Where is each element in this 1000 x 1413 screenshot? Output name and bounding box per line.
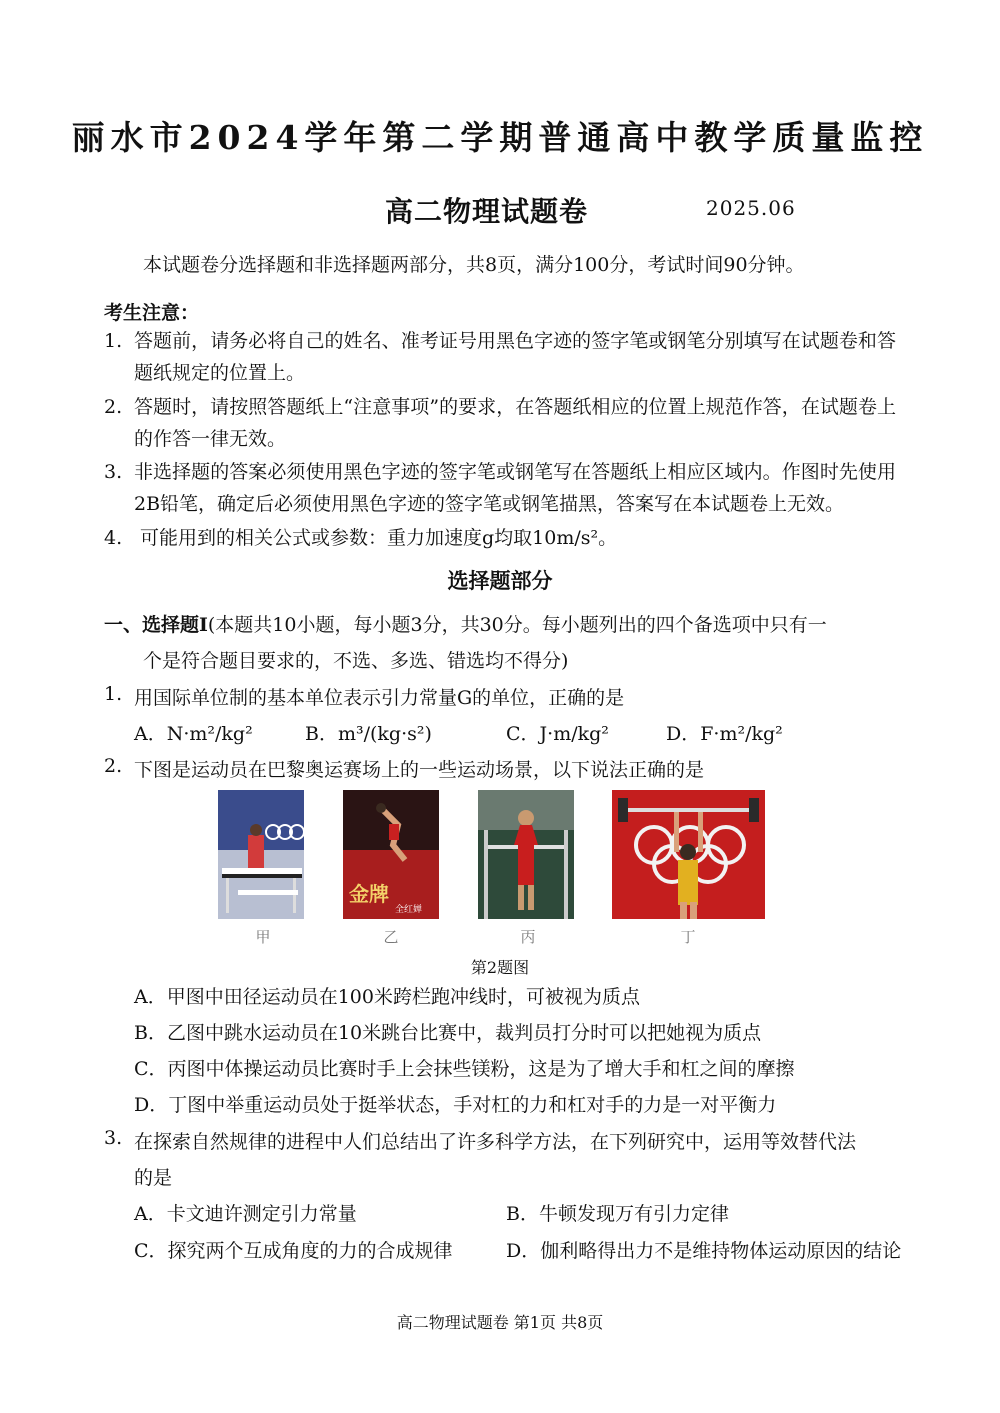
notice-number: 2.	[104, 396, 123, 418]
notice-item: 非选择题的答案必须使用黑色字迹的签字笔或钢笔写在答题纸上相应区域内。作图时先使用2B铅笔，确定后必须使用黑色字迹的签字笔或钢笔描黑，答案写在本试题卷上无效。	[134, 461, 896, 515]
answer-option: A．卡文迪许测定引力常量	[134, 1203, 357, 1225]
notice-heading: 考生注意：	[104, 302, 200, 324]
photo-label: 丙	[520, 928, 536, 946]
diving-photo	[343, 790, 439, 919]
answer-option: C．丙图中体操运动员比赛时手上会抹些镁粉，这是为了增大手和杠之间的摩擦	[134, 1058, 795, 1080]
hurdles-photo	[218, 790, 304, 919]
notice-number: 4.	[104, 527, 123, 549]
section-title: 选择题部分	[447, 568, 553, 593]
notice-item: 可能用到的相关公式或参数：重力加速度g均取10m/s²。	[140, 527, 618, 549]
question-stem-cont: 的是	[134, 1167, 173, 1189]
part1-heading	[104, 610, 827, 637]
part1-description-cont: 个是符合题目要求的，不选、多选、错选均不得分)	[143, 650, 569, 672]
subtitle-row	[0, 190, 1000, 230]
exam-intro: 本试题卷分选择题和非选择题两部分，共8页，满分100分，考试时间90分钟。	[143, 254, 805, 276]
question-number: 3.	[104, 1127, 123, 1149]
question-stem: 在探索自然规律的进程中人们总结出了许多科学方法，在下列研究中，运用等效替代法	[134, 1131, 857, 1153]
answer-option: D．F·m²/kg²	[666, 723, 783, 745]
question-number: 2.	[104, 755, 123, 777]
exam-date: 2025.06	[706, 196, 796, 220]
part1-label: 一、选择题Ⅰ	[104, 614, 208, 636]
answer-option: B．乙图中跳水运动员在10米跳台比赛中，裁判员打分时可以把她视为质点	[134, 1022, 762, 1044]
gold-medal-text: 金牌	[349, 882, 389, 906]
question-stem: 下图是运动员在巴黎奥运赛场上的一些运动场景，以下说法正确的是	[134, 759, 705, 781]
gymnastics-illustration	[478, 790, 574, 919]
gymnastics-photo	[478, 790, 574, 919]
answer-option: B．m³/(kg·s²)	[305, 723, 432, 745]
notice-item: 答题前，请务必将自己的姓名、准考证号用黑色字迹的签字笔或钢笔分别填写在试题卷和答题纸规定的位置上。	[134, 330, 896, 384]
answer-option: A．N·m²/kg²	[134, 723, 253, 745]
photo-label: 丁	[680, 928, 696, 946]
notice-number: 1.	[104, 330, 123, 352]
answer-option: C．J·m/kg²	[506, 723, 609, 745]
page-footer: 高二物理试题卷 第1页 共8页	[396, 1313, 604, 1332]
notice-item: 答题时，请按照答题纸上“注意事项”的要求，在答题纸相应的位置上规范作答，在试题卷上的作答一律无效。	[134, 396, 896, 450]
answer-option: A．甲图中田径运动员在100米跨栏跑冲线时，可被视为质点	[134, 986, 640, 1008]
answer-option: C．探究两个互成角度的力的合成规律	[134, 1240, 453, 1262]
notice-number: 3.	[104, 461, 123, 483]
exam-subject-title: 高二物理试题卷	[385, 195, 589, 228]
part1-description: (本题共10小题，每小题3分，共30分。每小题列出的四个备选项中只有一	[207, 614, 827, 636]
weightlifting-illustration	[612, 790, 765, 919]
exam-main-title: 丽水市2024学年第二学期普通高中教学质量监控	[71, 118, 929, 157]
hurdles-illustration	[218, 790, 304, 919]
photo-label: 乙	[383, 928, 399, 946]
question-number: 1.	[104, 683, 123, 705]
athlete-name-text: 全红婵	[395, 905, 423, 915]
answer-option: D．丁图中举重运动员处于挺举状态，手对杠的力和杠对手的力是一对平衡力	[134, 1094, 777, 1116]
answer-option: B．牛顿发现万有引力定律	[506, 1203, 729, 1225]
figure-caption: 第2题图	[470, 958, 530, 977]
question-stem: 用国际单位制的基本单位表示引力常量G的单位，正确的是	[134, 687, 625, 709]
weightlifting-photo	[612, 790, 765, 919]
answer-option: D．伽利略得出力不是维持物体运动原因的结论	[506, 1240, 902, 1262]
photo-label: 甲	[255, 928, 271, 946]
